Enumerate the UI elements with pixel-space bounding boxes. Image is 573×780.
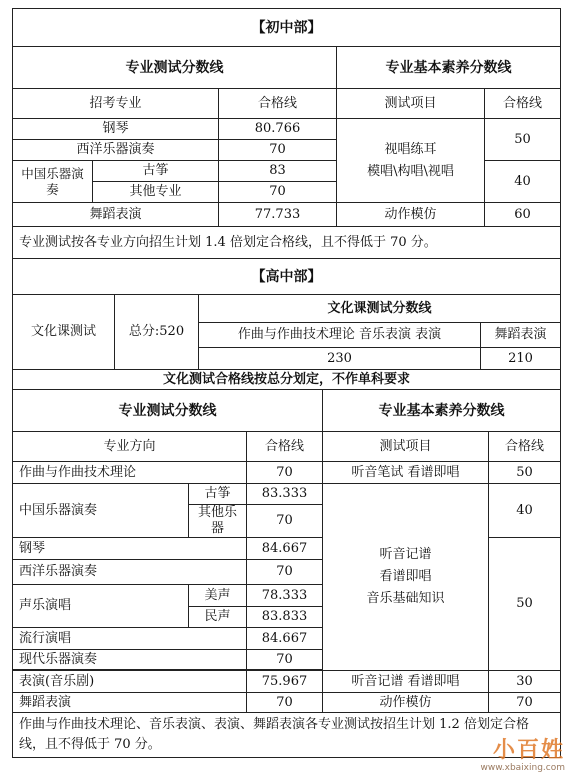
senior-musical-label: 表演(音乐剧)	[13, 671, 247, 693]
senior-guzheng-label: 古筝	[189, 484, 247, 505]
junior-basic-item2-score: 60	[485, 203, 561, 227]
junior-basic-item1-score-b: 40	[485, 161, 561, 203]
senior-prof-test-header: 专业测试分数线	[13, 390, 323, 432]
senior-composition-score: 70	[247, 462, 323, 484]
senior-basic-b3-line3: 音乐基础知识	[366, 591, 445, 606]
senior-pop-label: 流行演唱	[13, 628, 247, 650]
senior-basic-b3-line1: 听音记谱	[379, 547, 432, 562]
senior-culture-table	[12, 258, 561, 390]
senior-basic-b4: 听音记谱 看谱即唱	[323, 671, 489, 693]
senior-col-pass2: 合格线	[489, 432, 561, 462]
senior-culture-header: 文化课测试分数线	[199, 295, 561, 323]
junior-col-item: 测试项目	[337, 89, 485, 119]
senior-basic-b3-score: 50	[489, 538, 561, 671]
senior-bel-label: 美声	[189, 585, 247, 607]
senior-col-item: 测试项目	[323, 432, 489, 462]
watermark-brand: 小百姓	[492, 738, 565, 763]
senior-prof-table	[12, 389, 561, 758]
senior-piano-label: 钢琴	[13, 538, 247, 560]
senior-folk-score: 83.833	[247, 607, 323, 628]
junior-other-label: 其他专业	[93, 182, 219, 203]
senior-pop-score: 84.667	[247, 628, 323, 650]
senior-dance-label: 舞蹈表演	[13, 693, 247, 713]
senior-basic-b4-score: 30	[489, 671, 561, 693]
senior-culture-note: 文化测试合格线按总分划定，不作单科要求	[13, 370, 561, 390]
senior-basic-b1-score: 50	[489, 462, 561, 484]
junior-basic-item2: 动作模仿	[337, 203, 485, 227]
senior-culture-col2: 舞蹈表演	[481, 323, 561, 348]
junior-basic-item1-line1: 视唱练耳	[384, 141, 437, 157]
senior-culture-total: 总分:520	[115, 295, 199, 370]
senior-col-pass: 合格线	[247, 432, 323, 462]
junior-guzheng-score: 83	[219, 161, 337, 182]
watermark	[481, 739, 566, 774]
senior-col-direction: 专业方向	[13, 432, 247, 462]
watermark-url: www.xbaixing.com	[480, 763, 565, 773]
senior-folk-label: 民声	[189, 607, 247, 628]
junior-piano-score: 80.766	[219, 119, 337, 140]
junior-chinese-label: 中国乐器演奏	[13, 161, 93, 203]
junior-guzheng-label: 古筝	[93, 161, 219, 182]
junior-basic-item1	[337, 119, 485, 203]
junior-basic-item1-score-a: 50	[485, 119, 561, 161]
junior-dance-score: 77.733	[219, 203, 337, 227]
junior-piano-label: 钢琴	[13, 119, 219, 140]
senior-musical-score: 75.967	[247, 671, 323, 693]
junior-table	[12, 8, 561, 259]
senior-basic-b3-line2: 看谱即唱	[379, 569, 432, 584]
junior-dance-label: 舞蹈表演	[13, 203, 219, 227]
junior-col-major: 招考专业	[13, 89, 219, 119]
senior-modern-score: 70	[247, 650, 323, 670]
junior-basic-header: 专业基本素养分数线	[337, 47, 561, 89]
senior-dance-score: 70	[247, 693, 323, 713]
admission-score-document	[12, 8, 560, 758]
senior-modern-label: 现代乐器演奏	[13, 650, 247, 670]
senior-basic-header: 专业基本素养分数线	[323, 390, 561, 432]
senior-note: 作曲与作曲技术理论、音乐表演、表演、舞蹈表演各专业测试按招生计划 1.2 倍划定合格线，且不得低于 70 分。	[13, 713, 561, 758]
junior-note: 专业测试按各专业方向招生计划 1.4 倍划定合格线，且不得低于 70 分。	[13, 227, 561, 259]
senior-basic-b1: 听音笔试 看谱即唱	[323, 462, 489, 484]
senior-culture-score1: 230	[199, 348, 481, 370]
senior-guzheng-score: 83.333	[247, 484, 323, 505]
senior-western-score: 70	[247, 560, 323, 585]
junior-other-score: 70	[219, 182, 337, 203]
senior-title: 【高中部】	[13, 259, 561, 295]
senior-basic-b5-score: 70	[489, 693, 561, 713]
senior-basic-b5: 动作模仿	[323, 693, 489, 713]
senior-bel-score: 78.333	[247, 585, 323, 607]
junior-col-pass: 合格线	[219, 89, 337, 119]
senior-culture-label: 文化课测试	[13, 295, 115, 370]
senior-other-score: 70	[247, 505, 323, 538]
senior-basic-b2-score: 40	[489, 484, 561, 538]
senior-western-label: 西洋乐器演奏	[13, 560, 247, 585]
senior-composition-label: 作曲与作曲技术理论	[13, 462, 247, 484]
senior-other-label: 其他乐器	[189, 505, 247, 538]
junior-prof-test-header: 专业测试分数线	[13, 47, 337, 89]
junior-basic-item1-line2: 模唱\构唱\视唱	[367, 163, 454, 179]
senior-basic-b3	[323, 484, 489, 671]
senior-vocal-label: 声乐演唱	[13, 585, 189, 628]
junior-col-pass2: 合格线	[485, 89, 561, 119]
junior-title: 【初中部】	[13, 9, 561, 47]
senior-chinese-label: 中国乐器演奏	[13, 484, 189, 538]
junior-western-label: 西洋乐器演奏	[13, 140, 219, 161]
senior-culture-score2: 210	[481, 348, 561, 370]
junior-western-score: 70	[219, 140, 337, 161]
senior-piano-score: 84.667	[247, 538, 323, 560]
senior-culture-col1: 作曲与作曲技术理论 音乐表演 表演	[199, 323, 481, 348]
